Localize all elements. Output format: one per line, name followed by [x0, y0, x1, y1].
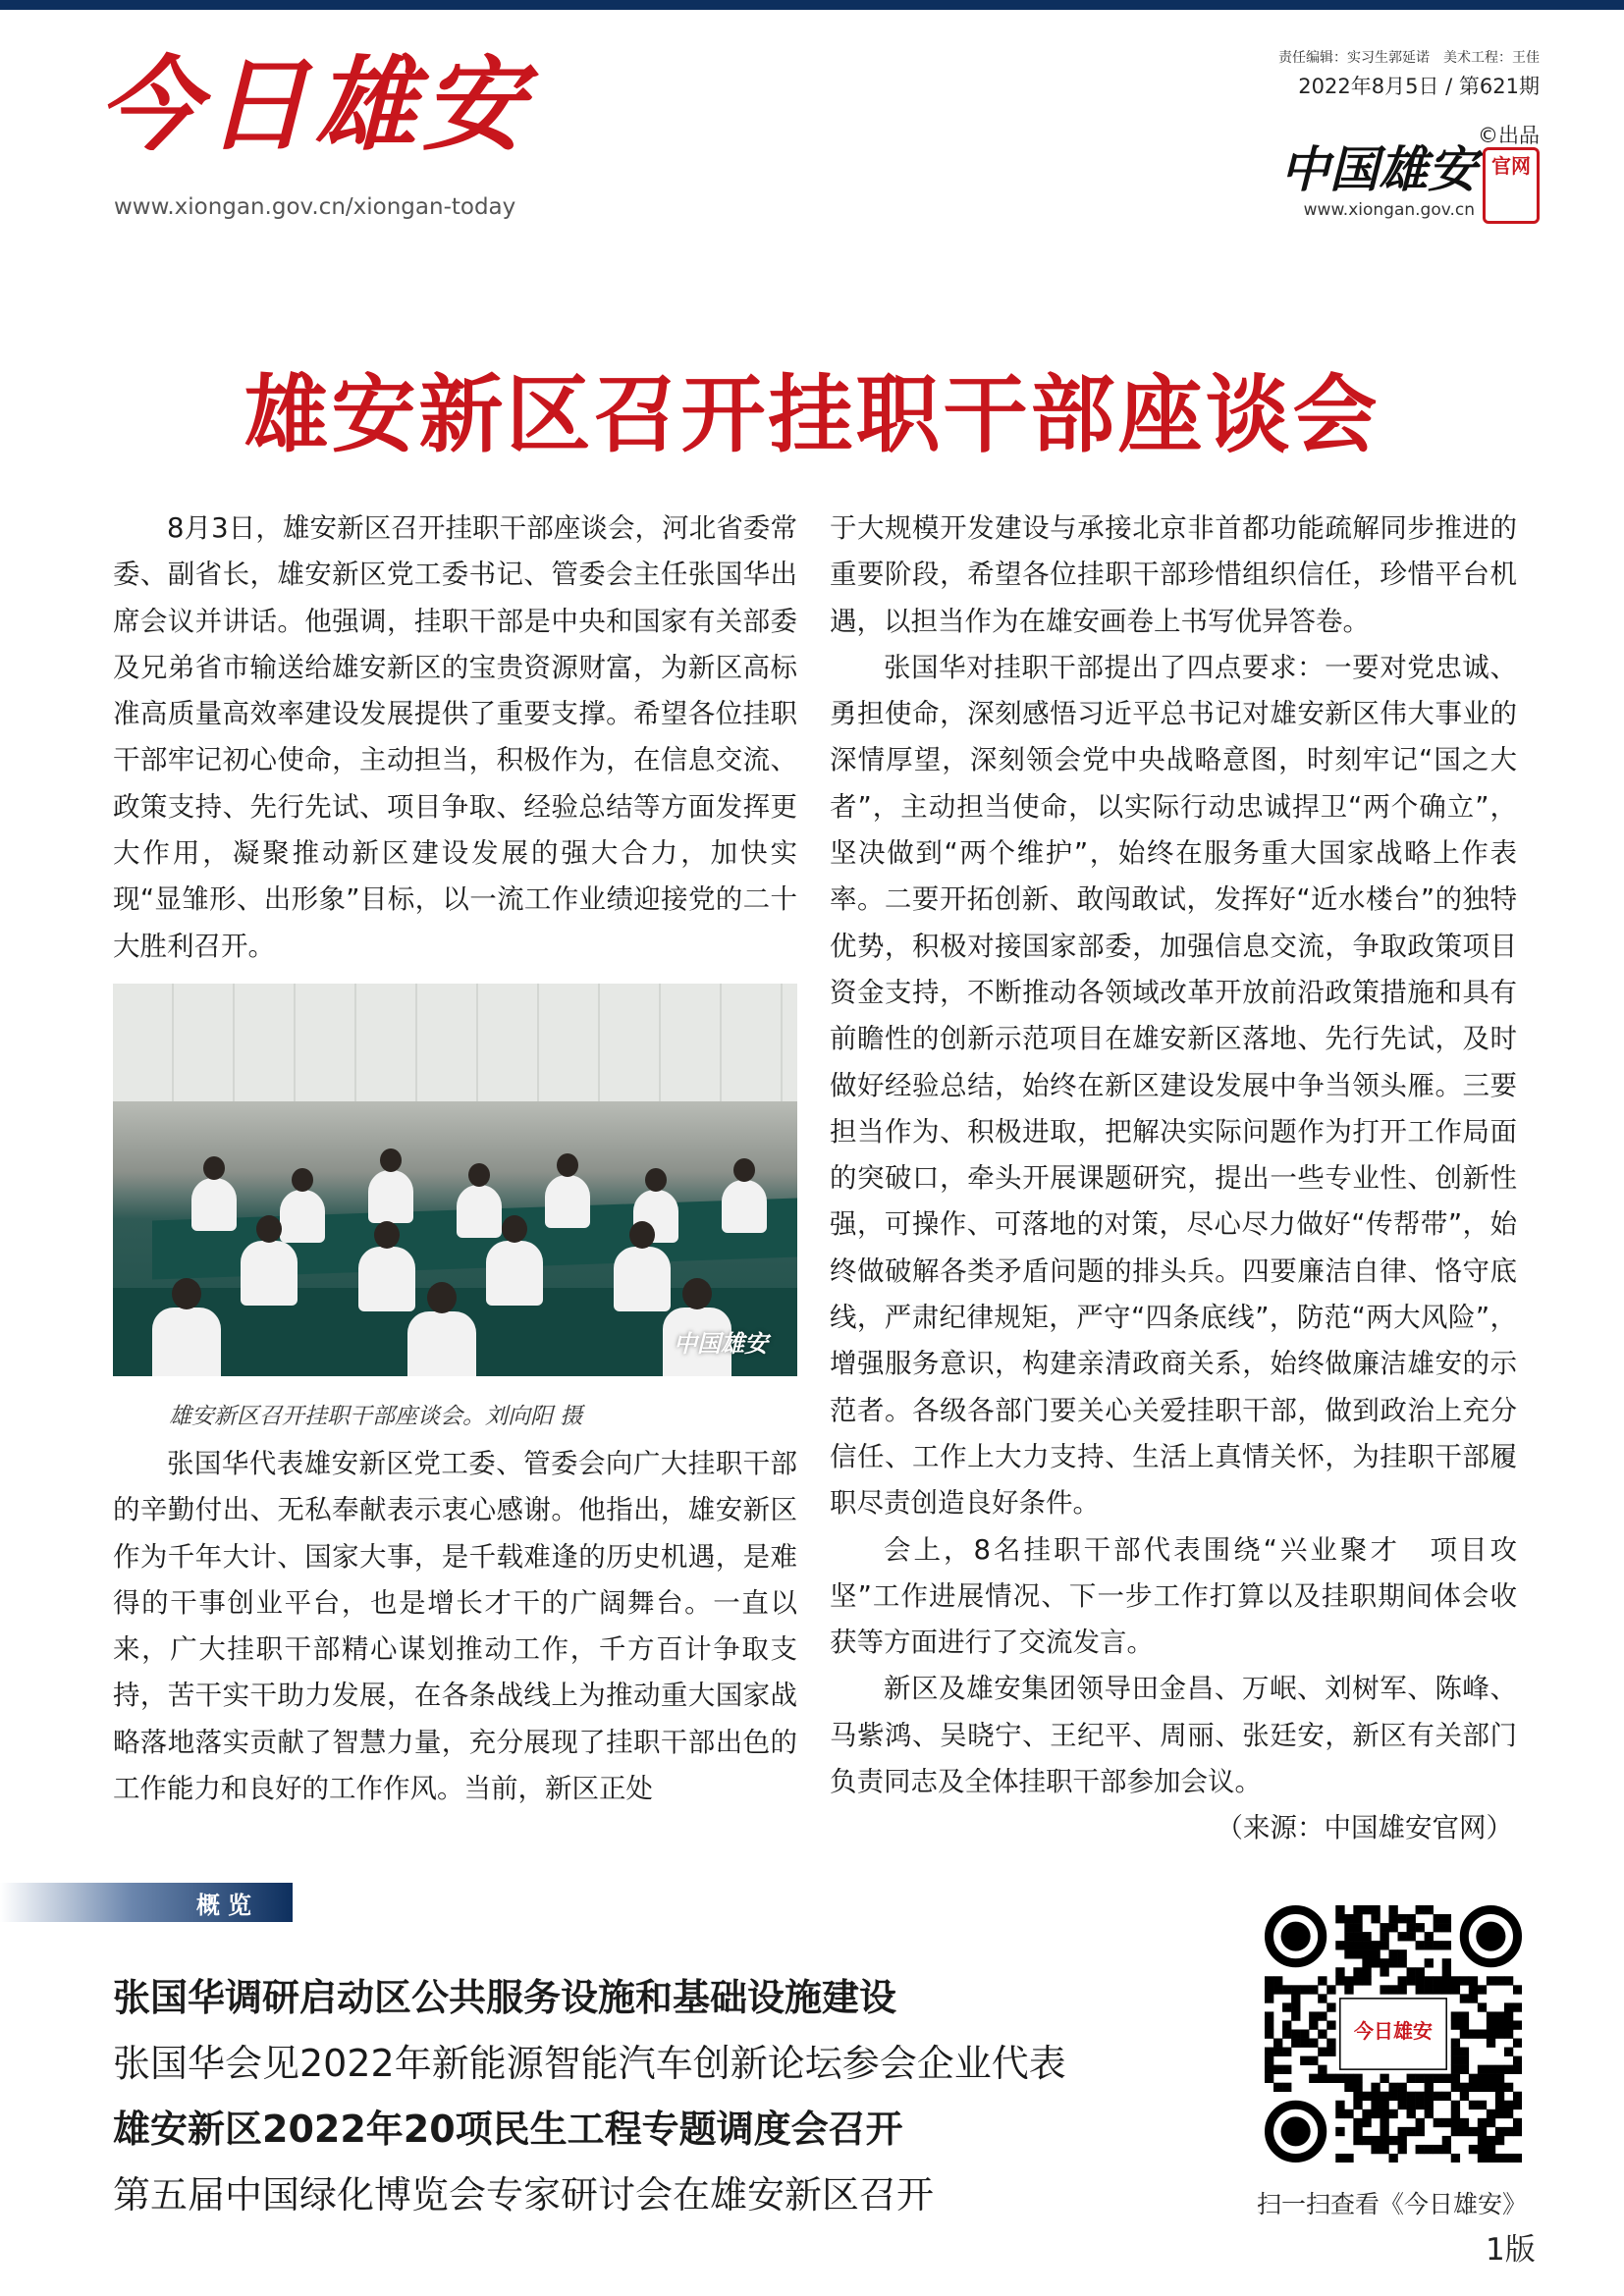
brand-logo: 中国雄安: [1280, 140, 1477, 198]
qr-center-label: 今日雄安: [1354, 2019, 1433, 2043]
overview-item[interactable]: 雄安新区2022年20项民生工程专题调度会召开: [113, 2108, 903, 2151]
issue-info: [1298, 71, 1540, 100]
issue-separator: /: [1445, 75, 1453, 98]
photo-watermark: 中国雄安: [674, 1329, 768, 1358]
masthead-title: 今日雄安: [98, 44, 531, 165]
overview-item[interactable]: 张国华会见2022年新能源智能汽车创新论坛参会企业代表: [113, 2042, 1066, 2085]
page-number: 1版: [1486, 2232, 1536, 2268]
issue-date: 2022年8月5日: [1298, 75, 1439, 98]
article-column-left-bottom: [113, 1441, 797, 1812]
overview-label: 概览: [196, 1892, 259, 1919]
issue-number: 第621期: [1458, 75, 1540, 98]
top-color-bar: [0, 0, 1624, 10]
masthead-url[interactable]: www.xiongan.gov.cn/xiongan-today: [114, 194, 516, 220]
article-paragraph: 张国华代表雄安新区党工委、管委会向广大挂职干部的辛勤付出、无私奉献表示衷心感谢。他指出，雄安新区作为千年大计、国家大事，是千载难逢的历史机遇，是难得的干事创业平台，也是增长才干的广阔舞台。一直以来，广大挂职干部精心谋划推动工作，千方百计争取支持，苦干实干助力发展，在各条战线上为推动重大国家战略落地落实贡献了智慧力量，充分展现了挂职干部出色的工作能力和良好的工作作风。当前，新区正处: [113, 1448, 797, 1805]
article-column-left-top: [113, 506, 797, 970]
produced-by: ©出品: [1478, 124, 1540, 147]
article-paragraph: 张国华对挂职干部提出了四点要求：一要对党忠诚、勇担使命，深刻感悟习近平总书记对雄安新区伟大事业的深情厚望，深刻领会党中央战略意图，时刻牢记“国之大者”，主动担当使命，以实际行动忠诚捍卫“两个确立”，坚决做到“两个维护”，始终在服务重大国家战略上作表率。二要开拓创新、敢闯敢试，发挥好“近水楼台”的独特优势，积极对接国家部委，加强信息交流，争取政策项目资金支持，不断推动各领域改革开放前沿政策措施和具有前瞻性的创新示范项目在雄安新区落地、先行先试，及时做好经验总结，始终在新区建设发展中争当领头雁。三要担当作为、积极进取，把解决实际问题作为打开工作局面的突破口，牵头开展课题研究，提出一些专业性、创新性强，可操作、可落地的对策，尽心尽力做好“传帮带”，始终做破解各类矛盾问题的排头兵。四要廉洁自律、恪守底线，严肃纪律规矩，严守“四条底线”，防范“两大风险”，增强服务意识，构建亲清政商关系，始终做廉洁雄安的示范者。各级各部门要关心关爱挂职干部，做到政治上充分信任、工作上大力支持、生活上真情关怀，为挂职干部履职尽责创造良好条件。: [830, 651, 1517, 1520]
overview-item[interactable]: 第五届中国绿化博览会专家研讨会在雄安新区召开: [113, 2173, 935, 2216]
article-paragraph: 新区及雄安集团领导田金昌、万岷、刘树军、陈峰、马紫鸿、吴晓宁、王纪平、周丽、张廷安，新区有关部门负责同志及全体挂职干部参加会议。: [830, 1673, 1517, 1798]
overview-list: [113, 1965, 1066, 2228]
brand-url[interactable]: www.xiongan.gov.cn: [1303, 200, 1475, 220]
article-headline: 雄安新区召开挂职干部座谈会: [244, 364, 1380, 464]
article-paragraph-continued: 于大规模开发建设与承接北京非首都功能疏解同步推进的重要阶段，希望各位挂职干部珍惜组织信任，珍惜平台机遇，以担当作为在雄安画卷上书写优异答卷。: [830, 512, 1517, 637]
article-column-right: [830, 506, 1517, 1852]
overview-item[interactable]: 张国华调研启动区公共服务设施和基础设施建设: [113, 1976, 897, 2019]
qr-caption: 扫一扫查看《今日雄安》: [1257, 2190, 1528, 2218]
article-source: （来源：中国雄安官网）: [1216, 1812, 1513, 1844]
editor-credits: 责任编辑：实习生郭延诺 美术工程：王佳: [1278, 50, 1540, 66]
article-paragraph: 会上，8名挂职干部代表围绕“兴业聚才 项目攻坚”工作进展情况、下一步工作打算以及挂职期间体会收获等方面进行了交流发言。: [830, 1533, 1517, 1659]
qr-code-icon: [1265, 1905, 1522, 2163]
qr-code[interactable]: [1265, 1905, 1522, 2163]
photo-caption: 雄安新区召开挂职干部座谈会。刘向阳 摄: [169, 1404, 583, 1429]
brand-seal-icon: 官网: [1483, 147, 1540, 224]
article-photo: [113, 984, 797, 1376]
article-paragraph: 8月3日，雄安新区召开挂职干部座谈会，河北省委常委、副省长，雄安新区党工委书记、管委会主任张国华出席会议并讲话。他强调，挂职干部是中央和国家有关部委及兄弟省市输送给雄安新区的宝贵资源财富，为新区高标准高质量高效率建设发展提供了重要支撑。希望各位挂职干部牢记初心使命，主动担当，积极作为，在信息交流、政策支持、先行先试、项目争取、经验总结等方面发挥更大作用，凝聚推动新区建设发展的强大合力，加快实现“显雏形、出形象”目标，以一流工作业绩迎接党的二十大胜利召开。: [113, 512, 797, 962]
